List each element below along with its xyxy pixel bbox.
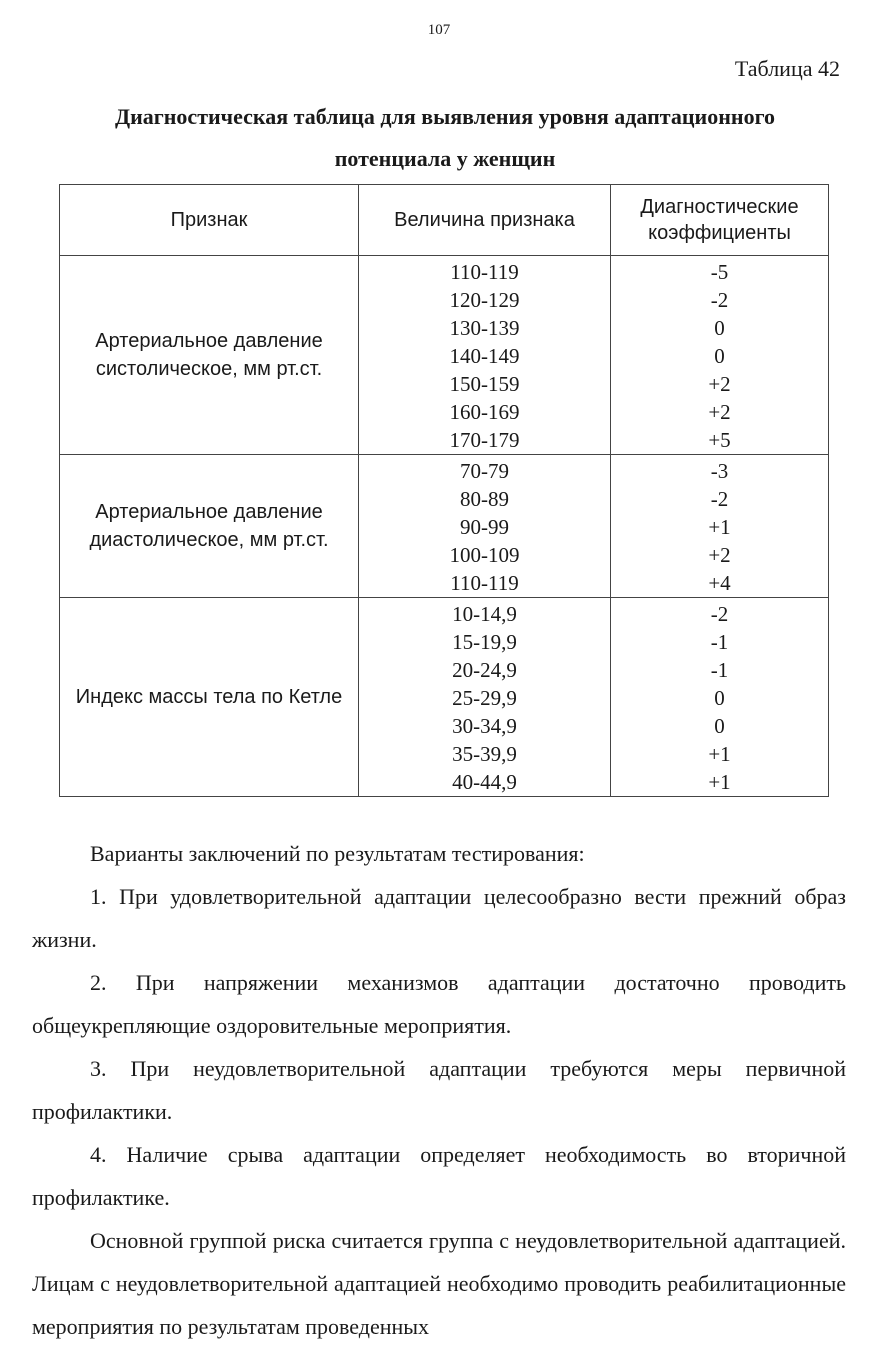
coefficient-cell	[611, 455, 829, 598]
value-cell	[359, 455, 611, 598]
coefficient-item: +2	[708, 543, 731, 567]
value-item: 70-79	[460, 459, 509, 483]
value-item: 120-129	[449, 288, 520, 312]
coefficient-item: 0	[714, 714, 725, 738]
sign-cell: Артериальное давление систолическое, мм рт.ст.	[60, 256, 359, 455]
table-group-row	[60, 455, 829, 598]
coefficient-item: +1	[708, 515, 731, 539]
value-item: 110-119	[450, 571, 519, 595]
coefficient-item: +2	[708, 400, 731, 424]
diagnostic-table	[59, 184, 829, 797]
value-item: 35-39,9	[452, 742, 517, 766]
paragraph: 1. При удовлетворительной адаптации целесообразно вести прежний образ жизни.	[32, 884, 846, 952]
value-item: 100-109	[449, 543, 520, 567]
value-cell	[359, 598, 611, 797]
table-header-row	[60, 185, 829, 256]
sign-cell: Артериальное давление диастолическое, мм рт.ст.	[60, 455, 359, 598]
page-number: 107	[427, 22, 451, 38]
body-text	[32, 832, 846, 1348]
paragraph: Основной группой риска считается группа с неудовлетворительной адаптацией. Лицам с неудовлетворительной адаптацией необходимо проводить реабилитационные мероприятия по результатам проведенных	[32, 1228, 846, 1339]
value-item: 20-24,9	[452, 658, 517, 682]
header-sign: Признак	[60, 185, 359, 256]
value-item: 10-14,9	[452, 602, 517, 626]
value-item: 170-179	[449, 428, 520, 452]
coefficient-cell	[611, 256, 829, 455]
coefficient-item: -2	[710, 288, 729, 312]
coefficient-item: +1	[708, 742, 731, 766]
coefficient-item: -3	[710, 459, 729, 483]
value-item: 150-159	[449, 372, 520, 396]
sign-cell: Индекс массы тела по Кетле	[60, 598, 359, 797]
coefficient-cell	[611, 598, 829, 797]
table-group-row	[60, 598, 829, 797]
coefficient-item: +4	[708, 571, 731, 595]
header-coefficients: Диагностические коэффициенты	[611, 185, 829, 256]
coefficient-item: +2	[708, 372, 731, 396]
coefficient-item: 0	[714, 316, 725, 340]
paragraph: Варианты заключений по результатам тестирования:	[90, 841, 585, 866]
value-item: 15-19,9	[452, 630, 517, 654]
paragraph: 2. При напряжении механизмов адаптации достаточно проводить общеукрепляющие оздоровительные мероприятия.	[32, 970, 846, 1038]
value-item: 130-139	[449, 316, 520, 340]
coefficient-item: 0	[714, 686, 725, 710]
coefficient-item: +5	[708, 428, 731, 452]
coefficient-item: -5	[710, 260, 729, 284]
paragraph: 3. При неудовлетворительной адаптации требуются меры первичной профилактики.	[32, 1056, 846, 1124]
coefficient-item: -2	[710, 602, 729, 626]
table-group-row	[60, 256, 829, 455]
value-item: 140-149	[449, 344, 520, 368]
coefficient-item: +1	[708, 770, 731, 794]
coefficient-item: -2	[710, 487, 729, 511]
coefficient-item: 0	[714, 344, 725, 368]
table-title: Диагностическая таблица для выявления уровня адаптационного потенциала у женщин	[114, 104, 776, 171]
coefficient-item: -1	[710, 658, 729, 682]
value-item: 80-89	[460, 487, 509, 511]
value-item: 110-119	[450, 260, 519, 284]
coefficient-item: -1	[710, 630, 729, 654]
value-item: 90-99	[460, 515, 509, 539]
value-item: 25-29,9	[452, 686, 517, 710]
paragraph: 4. Наличие срыва адаптации определяет необходимость во вторичной профилактике.	[32, 1142, 846, 1210]
value-item: 30-34,9	[452, 714, 517, 738]
table-body	[60, 256, 829, 797]
table-label: Таблица 42	[734, 56, 840, 81]
header-value: Величина признака	[359, 185, 611, 256]
value-item: 160-169	[449, 400, 520, 424]
value-item: 40-44,9	[452, 770, 517, 794]
value-cell	[359, 256, 611, 455]
